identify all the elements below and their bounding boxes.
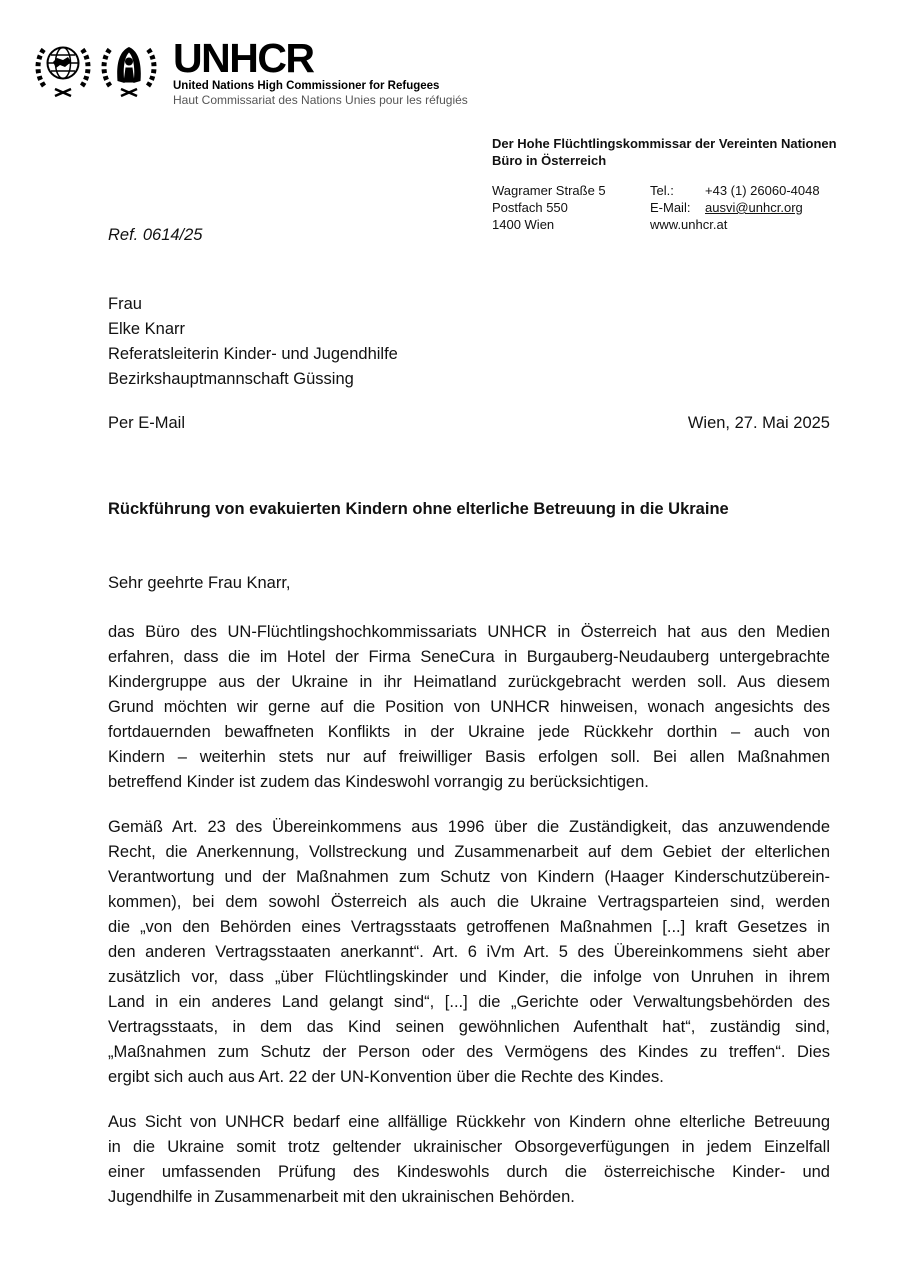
logo-acronym: UNHCR: [173, 35, 314, 81]
body-paragraph: [108, 1110, 830, 1210]
paragraph-line: in die Ukraine somit trotz geltender ukrainischer Obsorgeverfügungen in jedem Einzelfall: [108, 1138, 830, 1156]
office-title-line2: Büro in Österreich: [492, 153, 607, 168]
paragraph-line: den anderen Vertragsstaaten anerkannt“. Art. 6 iVm Art. 5 des Übereinkommens sieht aber: [108, 943, 830, 961]
paragraph-line: Verantwortung und der Maßnahmen zum Schutz von Kindern (Haager Kinderschutzüberein-: [108, 868, 830, 886]
office-contact: [650, 182, 820, 233]
text-line: Elke Knarr: [108, 320, 186, 338]
tel-number: +43 (1) 26060-4048: [705, 183, 820, 198]
paragraph-line: Land in ein anderes Land gelangt sind“, [...] die „Gerichte oder Verwaltungsbehörden des: [108, 993, 830, 1011]
delivery-date-row: [108, 414, 830, 433]
logo-tagline-french: Haut Commissariat des Nations Unies pour les réfugiés: [173, 93, 468, 107]
paragraph-line: Jugendhilfe in Zusammenarbeit mit den ukrainischen Behörden.: [108, 1188, 575, 1206]
unhcr-logo: [33, 35, 468, 108]
text-line: 1400 Wien: [492, 217, 555, 232]
subject-line: Rückführung von evakuierten Kindern ohne elterliche Betreuung in die Ukraine: [108, 500, 729, 518]
body-paragraph: [108, 815, 830, 1090]
tel-label: Tel.:: [650, 183, 674, 198]
dateline: Wien, 27. Mai 2025: [687, 414, 830, 432]
paragraph-line: Vertragsstaats, in dem das Kind seinen gewöhnlichen Aufenthalt hat“, zuständig sind,: [108, 1018, 830, 1036]
letter-body: [108, 620, 830, 1210]
paragraph-line: Kindern – weiterhin stets nur auf freiwilliger Basis erfolgen soll. Bei allen Maßnahmen: [108, 748, 830, 766]
paragraph-line: Kindergruppe aus der Ukraine in ihr Heimatland zurückgebracht werden soll. Aus diesem: [108, 673, 830, 691]
logo-tagline-english: United Nations High Commissioner for Refugees: [173, 80, 440, 92]
paragraph-line: Aus Sicht von UNHCR bedarf eine allfällige Rückkehr von Kindern ohne elterliche Betreuung: [108, 1113, 830, 1131]
paragraph-line: einer umfassenden Prüfung des Kindeswohls durch die österreichische Kinder- und: [108, 1163, 830, 1181]
un-emblem-icon: [33, 38, 93, 100]
paragraph-line: Gemäß Art. 23 des Übereinkommens aus 1996 über die Zuständigkeit, das anzuwendende: [108, 818, 830, 836]
paragraph-line: fortdauernden bewaffneten Konflikts in der Ukraine jede Rückkehr dorthin – auch von: [108, 723, 830, 741]
email-link[interactable]: ausvi@unhcr.org: [705, 200, 803, 215]
paragraph-line: „Maßnahmen zum Schutz der Person oder des Vermögens des Kindes zu treffen“. Dies: [108, 1043, 830, 1061]
paragraph-line: kommen), bei dem sowohl Österreich als auch die Ukraine Vertragsparteien sind, werden: [108, 893, 830, 911]
delivery-method: Per E-Mail: [108, 414, 186, 432]
website-link[interactable]: www.unhcr.at: [650, 217, 728, 232]
paragraph-line: ergibt sich auch aus Art. 22 der UN-Konvention über die Rechte des Kindes.: [108, 1068, 664, 1086]
unhcr-emblem-icon: [99, 38, 159, 100]
office-title-line1: Der Hohe Flüchtlingskommissar der Vereinten Nationen: [492, 136, 837, 151]
paragraph-line: zusätzlich vor, dass „über Flüchtlingskinder und Kinder, die infolge von Unruhen in ihrem: [108, 968, 830, 986]
paragraph-line: Grund möchten wir gerne auf die Position von UNHCR hinweisen, wonach angesichts des: [108, 698, 830, 716]
office-info-block: [492, 135, 904, 233]
text-line: Bezirkshauptmannschaft Güssing: [108, 370, 354, 388]
reference-number: Ref. 0614/25: [108, 226, 203, 244]
text-line: Postfach 550: [492, 200, 568, 215]
paragraph-line: das Büro des UN-Flüchtlingshochkommissariats UNHCR in Österreich hat aus den Medien: [108, 623, 830, 641]
body-paragraph: [108, 620, 830, 795]
salutation: Sehr geehrte Frau Knarr,: [108, 574, 291, 592]
recipient-address: [108, 292, 398, 392]
paragraph-line: die „von den Behörden eines Vertragsstaats getroffenen Maßnahmen [...] kraft Gesetzes in: [108, 918, 830, 936]
paragraph-line: betreffend Kinder ist zudem das Kindeswohl vorrangig zu berücksichtigen.: [108, 773, 649, 791]
office-address: [492, 182, 650, 233]
text-line: Referatsleiterin Kinder- und Jugendhilfe: [108, 345, 398, 363]
text-line: Wagramer Straße 5: [492, 183, 606, 198]
paragraph-line: Recht, die Anerkennung, Vollstreckung und Zusammenarbeit auf dem Gebiet der elterlichen: [108, 843, 830, 861]
email-label: E-Mail:: [650, 200, 691, 215]
paragraph-line: erfahren, dass die im Hotel der Firma SeneCura in Burgauberg-Neudauberg untergebrachte: [108, 648, 830, 666]
logo-text: [173, 35, 468, 108]
text-line: Frau: [108, 295, 142, 313]
